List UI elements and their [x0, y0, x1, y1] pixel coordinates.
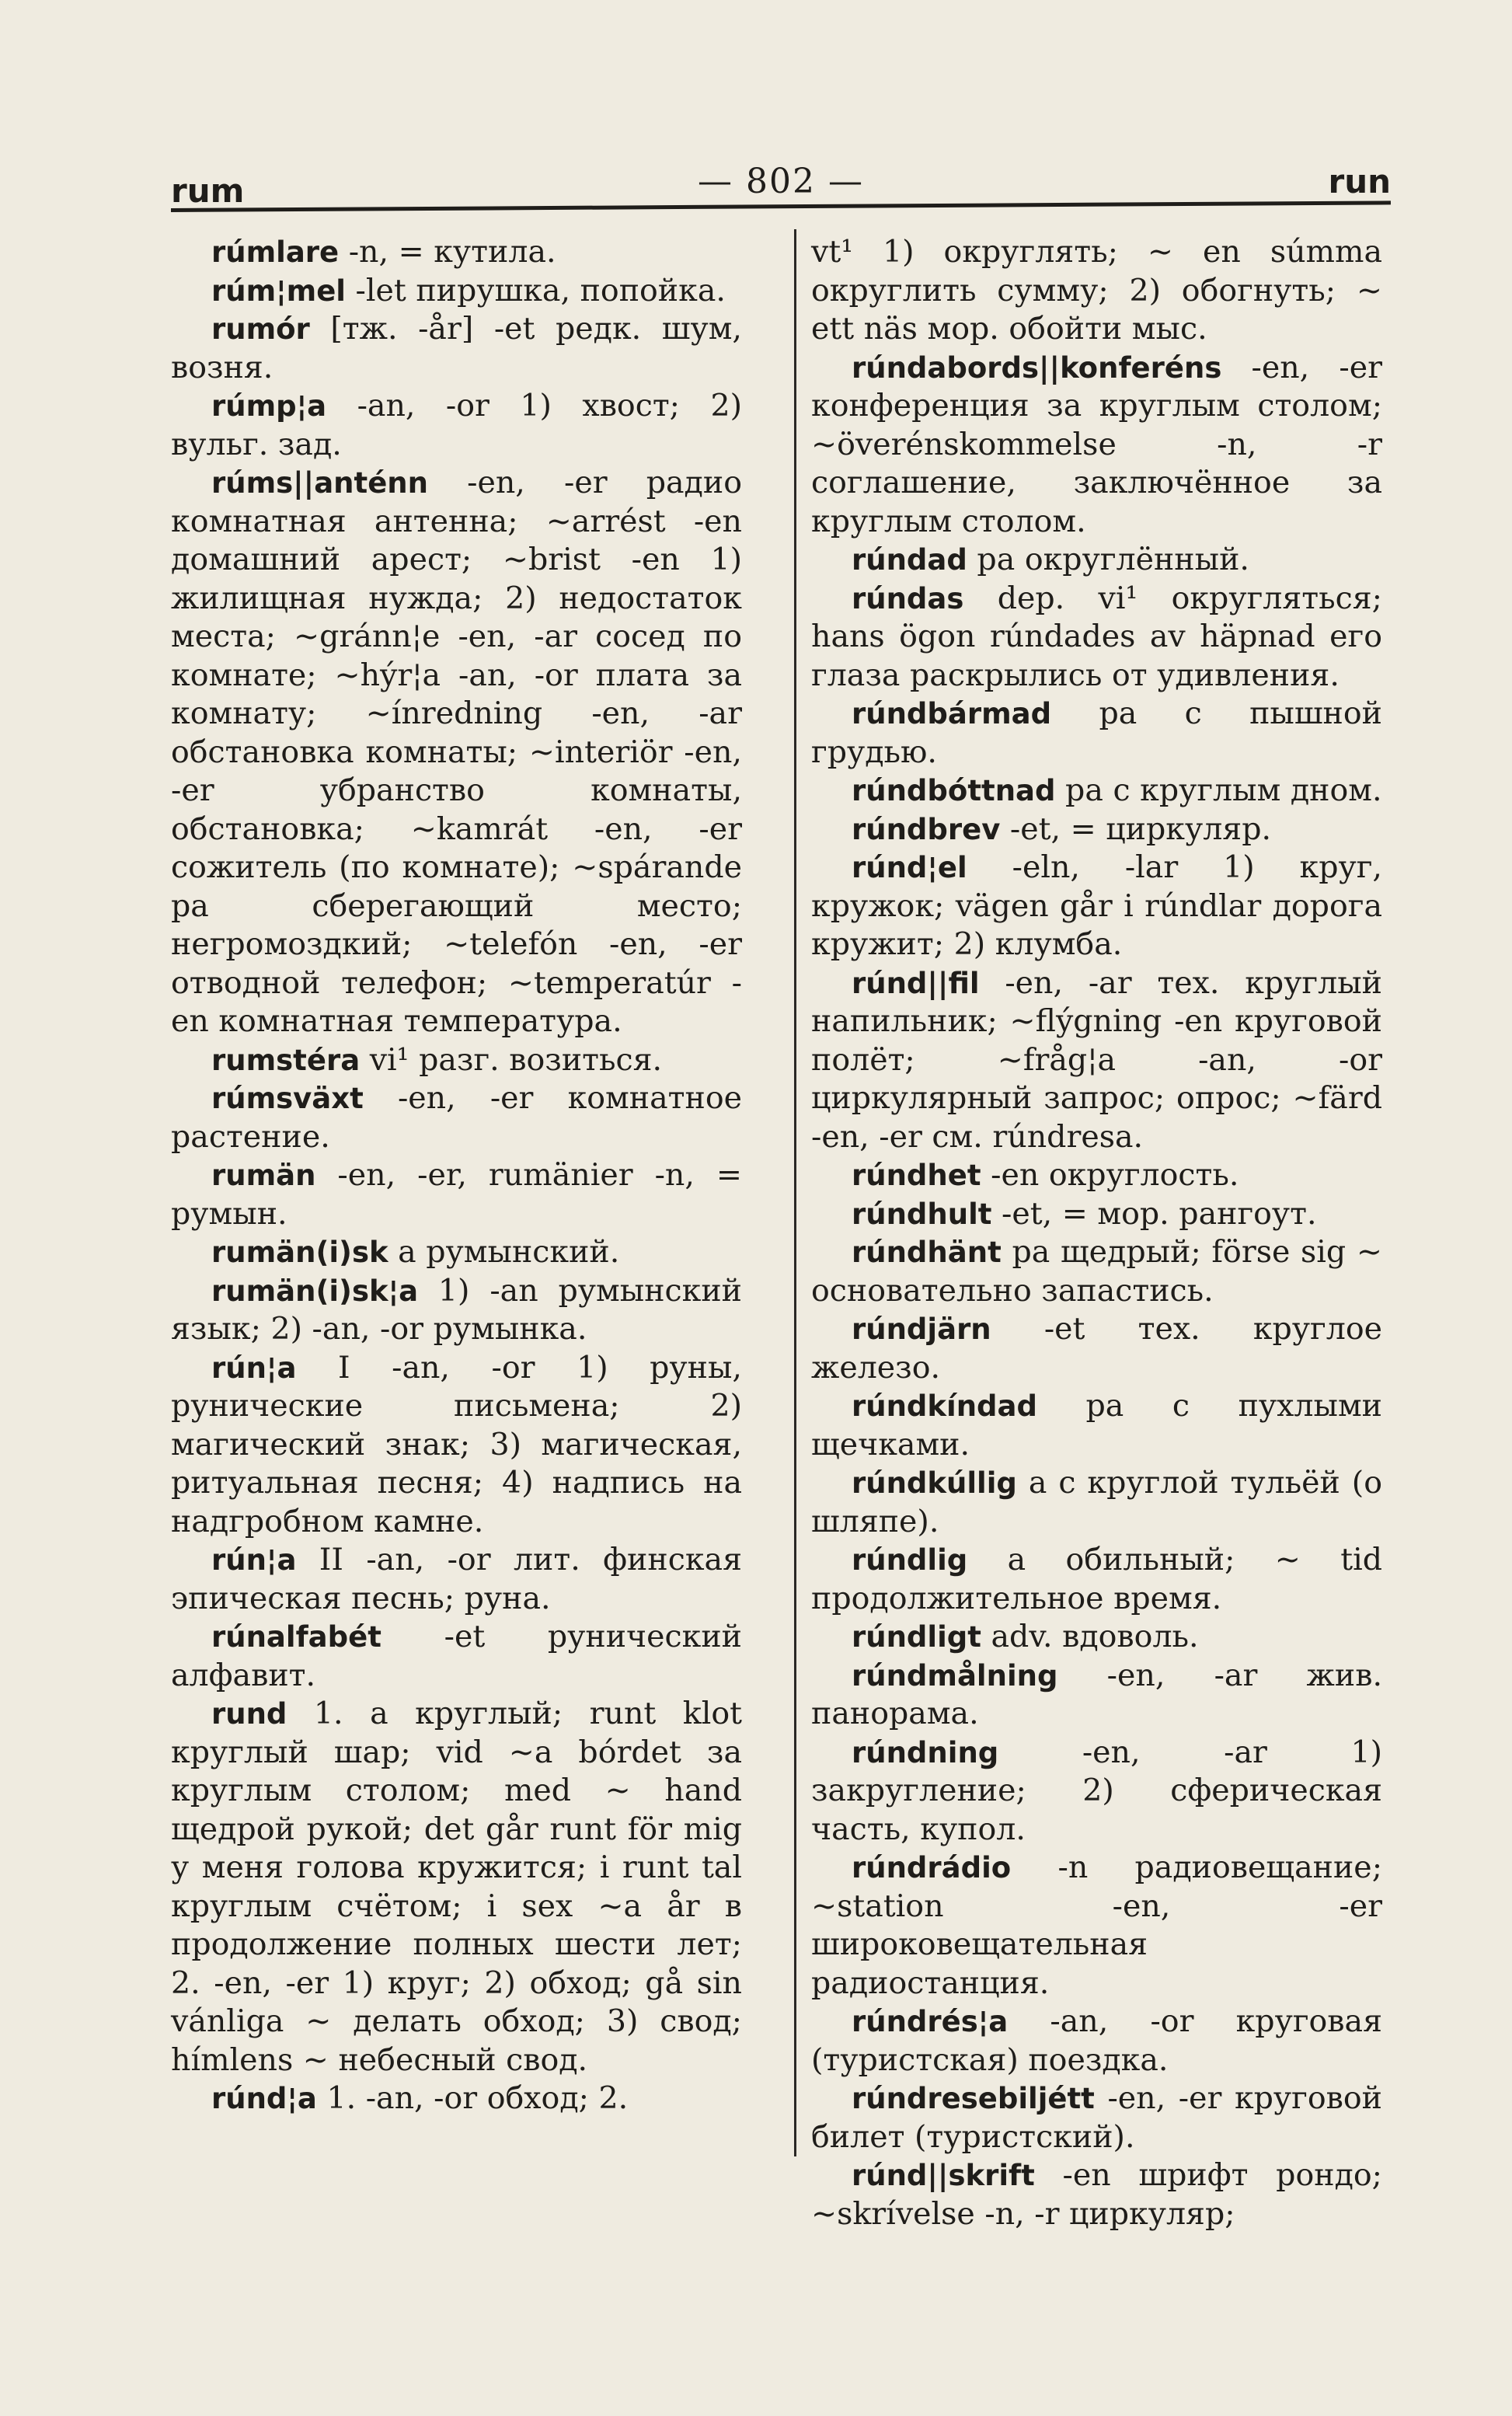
- dictionary-entry: [811, 1464, 1382, 1541]
- entry-headword: rúndad: [852, 543, 967, 577]
- dictionary-entry: [811, 2003, 1382, 2080]
- entry-definition: -en, -er круговой билет (туристский).: [811, 2080, 1382, 2155]
- entry-definition: -n радиовещание; ~station -en, -er широковещательная радиостанция.: [811, 1849, 1382, 2001]
- entry-definition: -et тех. круглое железо.: [811, 1311, 1382, 1386]
- dictionary-entry: [171, 310, 742, 387]
- entry-headword: rumän(i)sk: [211, 1236, 388, 1269]
- entry-definition: vt¹ 1) округлять; ~ en súmma округлить сумму; 2) обогнуть; ~ ett näs мор. обойти мыс.: [811, 234, 1382, 347]
- entry-headword: rúms||anténn: [211, 466, 428, 500]
- dictionary-entry: [171, 464, 742, 1041]
- entry-headword: rúndrádio: [852, 1851, 1012, 1884]
- entry-headword: rúndkíndad: [852, 1389, 1037, 1423]
- entry-definition: a с круглой тульёй (о шляпе).: [811, 1465, 1382, 1539]
- dictionary-entry: [811, 772, 1382, 811]
- entry-headword: rúndresebiljétt: [852, 2082, 1095, 2115]
- entry-headword: rúndbrev: [852, 812, 1001, 846]
- dictionary-entry: [811, 964, 1382, 1157]
- dictionary-entry: [811, 2156, 1382, 2233]
- entry-definition: -eln, -lar 1) круг, кружок; vägen går i rúndlar дорога кружит; 2) клумба.: [811, 849, 1382, 962]
- entry-headword: rúndhult: [852, 1197, 992, 1231]
- entry-headword: rúmp¦a: [211, 389, 327, 423]
- dictionary-entry: [171, 1156, 742, 1233]
- dictionary-entry: [171, 1695, 742, 2080]
- dictionary-entry: [811, 580, 1382, 696]
- dictionary-entry: [811, 1233, 1382, 1310]
- entry-headword: rún¦a: [211, 1351, 297, 1385]
- dictionary-entry: [811, 1387, 1382, 1464]
- entry-definition: -an, -or 1) хвост; 2) вульг. зад.: [171, 388, 742, 462]
- dictionary-entry: [811, 1195, 1382, 1234]
- entry-headword: rúndhet: [852, 1159, 981, 1192]
- dictionary-entry: [171, 2080, 742, 2118]
- entry-definition: -en округлость.: [981, 1157, 1239, 1193]
- entry-definition: pa щедрый; förse sig ~ основательно запастись.: [811, 1234, 1382, 1309]
- entry-headword: rúm¦mel: [211, 274, 346, 308]
- entry-headword: rúndkúllig: [852, 1466, 1017, 1500]
- dictionary-entry: [171, 272, 742, 311]
- dictionary-entry: [811, 2080, 1382, 2156]
- dictionary-entry: [171, 1233, 742, 1272]
- entry-definition: pa с круглым дном.: [1055, 772, 1382, 808]
- entry-definition: -et рунический алфавит.: [171, 1619, 742, 1693]
- entry-definition: pa с пышной грудью.: [811, 696, 1382, 770]
- left-column: [171, 233, 742, 2118]
- entry-definition: -et, = циркуляр.: [1000, 811, 1272, 847]
- entry-definition: -n, = кутила.: [339, 234, 556, 270]
- entry-headword: rúndmålning: [852, 1658, 1058, 1693]
- entry-headword: rúnd¦el: [852, 851, 967, 884]
- dictionary-entry: [171, 1349, 742, 1542]
- entry-headword: rúnd||skrift: [852, 2159, 1035, 2192]
- dictionary-entry: [811, 1849, 1382, 2003]
- dictionary-entry: [171, 387, 742, 464]
- entry-definition: -en, -er радио комнатная антенна; ~arrést -en домашний арест; ~brist -en 1) жилищная нужда; 2) недостаток места; ~gránn¦e -en, -ar сосед по комнате; ~hýr¦a -an, -or плата за комнату; ~ínredning -en, -ar обстановка комнаты; ~interiör -en, -er убранство комнаты, обстановка; ~kamrát -en, -er сожитель (по комнате); ~spárande pa сберегающий место; негромоздкий; ~telefón -en, -er отводной телефон; ~temperatúr -en комнатная температура.: [171, 465, 742, 1039]
- entry-definition: II -an, -or лит. финская эпическая песнь; руна.: [171, 1542, 742, 1616]
- entry-definition: pa с пухлыми щечками.: [811, 1388, 1382, 1462]
- dictionary-entry: [171, 233, 742, 272]
- entry-headword: rúnalfabét: [211, 1620, 381, 1654]
- dictionary-entry: [171, 1041, 742, 1080]
- entry-definition: -en, -er комнатное растение.: [171, 1080, 742, 1155]
- entry-headword: rúndligt: [852, 1620, 981, 1654]
- entry-definition: -en, -er, rumänier -n, = румын.: [171, 1157, 742, 1232]
- entry-definition: a обильный; ~ tid продолжительное время.: [811, 1542, 1382, 1616]
- dictionary-entry: [811, 233, 1382, 349]
- entry-definition: -en шрифт рондо; ~skrívelse -n, -r циркуляр;: [811, 2157, 1382, 2232]
- entry-definition: -let пирушка, попойка.: [346, 272, 726, 309]
- entry-headword: rúmlare: [211, 235, 340, 269]
- entry-headword: rumór: [211, 312, 310, 346]
- dictionary-entry: [811, 1734, 1382, 1849]
- entry-headword: rúndning: [852, 1735, 999, 1769]
- dictionary-entry: [811, 849, 1382, 964]
- entry-headword: rúndlig: [852, 1543, 968, 1577]
- entry-definition: -en, -ar 1) закругление; 2) сферическая часть, купол.: [811, 1734, 1382, 1847]
- dictionary-entry: [811, 1618, 1382, 1657]
- dictionary-entry: [811, 349, 1382, 542]
- dictionary-entry: [811, 541, 1382, 580]
- entry-headword: rumän: [211, 1159, 316, 1192]
- entry-headword: rúndrés¦a: [852, 2005, 1009, 2038]
- entry-headword: rúmsväxt: [211, 1082, 364, 1115]
- entry-headword: rumän(i)sk¦a: [211, 1274, 419, 1308]
- entry-definition: 1. -an, -or обход; 2.: [316, 2080, 629, 2116]
- entry-headword: rún¦a: [211, 1543, 297, 1577]
- entry-headword: rúnd¦a: [211, 2082, 317, 2115]
- entry-definition: -en, -ar тех. круглый напильник; ~flýgning -en круговой полёт; ~fråg¦a -an, -or циркулярный запрос; опрос; ~färd -en, -er см. rúndresa.: [811, 964, 1382, 1155]
- entry-headword: rúndbármad: [852, 697, 1052, 730]
- column-divider: [794, 229, 796, 2156]
- dictionary-entry: [811, 1156, 1382, 1195]
- left-running-headword: rum: [171, 172, 245, 210]
- entry-definition: 1) -an румынский язык; 2) -an, -or румынка.: [171, 1272, 742, 1347]
- dictionary-entry: [811, 1310, 1382, 1387]
- entry-headword: rúndjärn: [852, 1313, 991, 1346]
- dictionary-entry: [811, 811, 1382, 849]
- dictionary-entry: [811, 695, 1382, 772]
- dictionary-entry: [171, 1272, 742, 1349]
- entry-definition: dep. vi¹ округляться; hans ögon rúndades av häpnad его глаза раскрылись от удивления.: [811, 580, 1382, 693]
- entry-headword: rúndas: [852, 581, 964, 615]
- page-number: — 802 —: [698, 162, 864, 201]
- dictionary-entry: [811, 1541, 1382, 1618]
- entry-definition: adv. вдоволь.: [981, 1619, 1199, 1654]
- entry-headword: rund: [211, 1697, 287, 1731]
- entry-definition: 1. a круглый; runt klot круглый шар; vid ~a bórdet за круглым столом; med ~ hand щедрой рукой; det går runt för mig у меня голова кружится; i runt tal круглым счётом; i sex ~a år в продолжение полных шести лет; 2. -en, -er 1) круг; 2) обход; gå sin vánliga ~ делать обход; 3) свод; hímlens ~ небесный свод.: [171, 1696, 742, 2078]
- right-running-headword: run: [1328, 162, 1391, 200]
- entry-definition: -et, = мор. рангоут.: [991, 1195, 1317, 1232]
- entry-definition: -en, -ar жив. панорама.: [811, 1657, 1382, 1731]
- entry-definition: -en, -er конференция за круглым столом; ~överénskommelse -n, -r соглашение, заключённое за круглым столом.: [811, 349, 1382, 539]
- dictionary-entry: [811, 1657, 1382, 1734]
- entry-definition: [тж. -år] -et редк. шум, возня.: [171, 311, 742, 385]
- entry-definition: vi¹ разг. возиться.: [360, 1041, 663, 1078]
- entry-definition: pa округлённый.: [967, 542, 1249, 577]
- entry-headword: rúndbóttnad: [852, 774, 1056, 807]
- entry-definition: a румынский.: [388, 1234, 620, 1270]
- entry-definition: -an, -or круговая (туристская) поездка.: [811, 2003, 1382, 2078]
- entry-headword: rumstéra: [211, 1043, 361, 1077]
- dictionary-entry: [171, 1541, 742, 1618]
- entry-headword: rúnd||fil: [852, 966, 980, 1000]
- dictionary-entry: [171, 1618, 742, 1695]
- entry-headword: rúndabords||konferéns: [852, 350, 1222, 385]
- dictionary-entry: [171, 1079, 742, 1156]
- entry-definition: I -an, -or 1) руны, рунические письмена; 2) магический знак; 3) магическая, ритуальная песня; 4) надпись на надгробном камне.: [171, 1349, 742, 1539]
- right-column: [811, 233, 1382, 2233]
- entry-headword: rúndhänt: [852, 1236, 1002, 1269]
